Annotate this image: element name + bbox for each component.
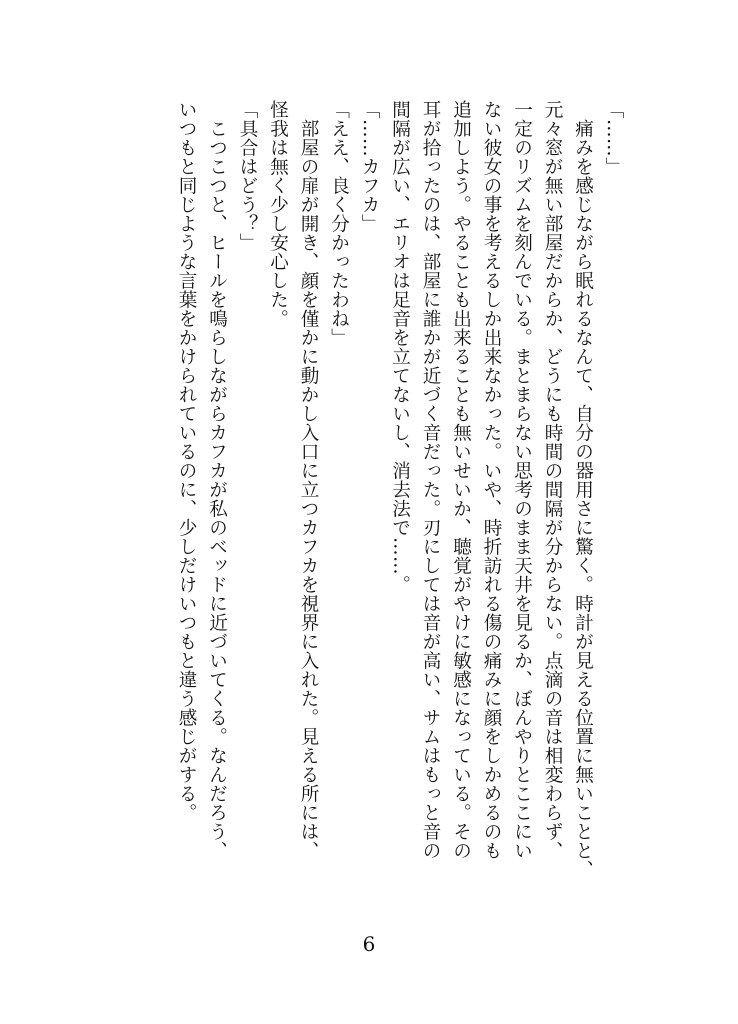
text-line: 「……」 [603,100,624,176]
text-line: 間隔が広い、エリオは足音を立てないし、消去法で……。 [389,100,411,594]
text-line: 部屋の扉が開き、顔を僅かに動かし入口に立つカフカを視界に入れた。見える所には、 [298,100,319,860]
text-line: こつこつと、ヒールを鳴らしながらカフカが私のベッドに近づいてくる。なんだろう、 [206,100,228,860]
text-line: 「具合はどう？」 [237,100,258,252]
text-line: 「……カフカ」 [359,100,380,233]
text-line: 元々窓が無い部屋だからか、どうにも時間の間隔が分からない。点滴の音は相変わらず、 [542,100,563,860]
vertical-text-block [171,100,629,920]
text-line: 耳が拾ったのは、部屋に誰かが近づく音だった。刃にしては音が高い、サムはもっと音の [420,100,441,860]
text-line: ない彼女の事を考えるしか出来なかった。いや、時折訪れる傷の痛みに顔をしかめるのも [481,100,502,860]
text-line: 追加しよう。やることも出来ることも無いせいか、聴覚がやけに敏感になっている。その [450,100,472,860]
text-line: いつもと同じような言葉をかけられているのに、少しだけいつもと違う感じがする。 [176,100,197,822]
page-number: 6 [362,932,376,956]
text-line: 「ええ、良く分かったわね」 [328,100,350,347]
text-line: 一定のリズムを刻んでいる。まとまらない思考のまま天井を見るか、ぼんやりとここにい [511,100,533,860]
text-line: 痛みを感じながら眠れるなんて、自分の器用さに驚く。時計が見える位置に無いことと、 [572,100,594,879]
text-line: 怪我は無く少し安心した。 [267,100,289,328]
